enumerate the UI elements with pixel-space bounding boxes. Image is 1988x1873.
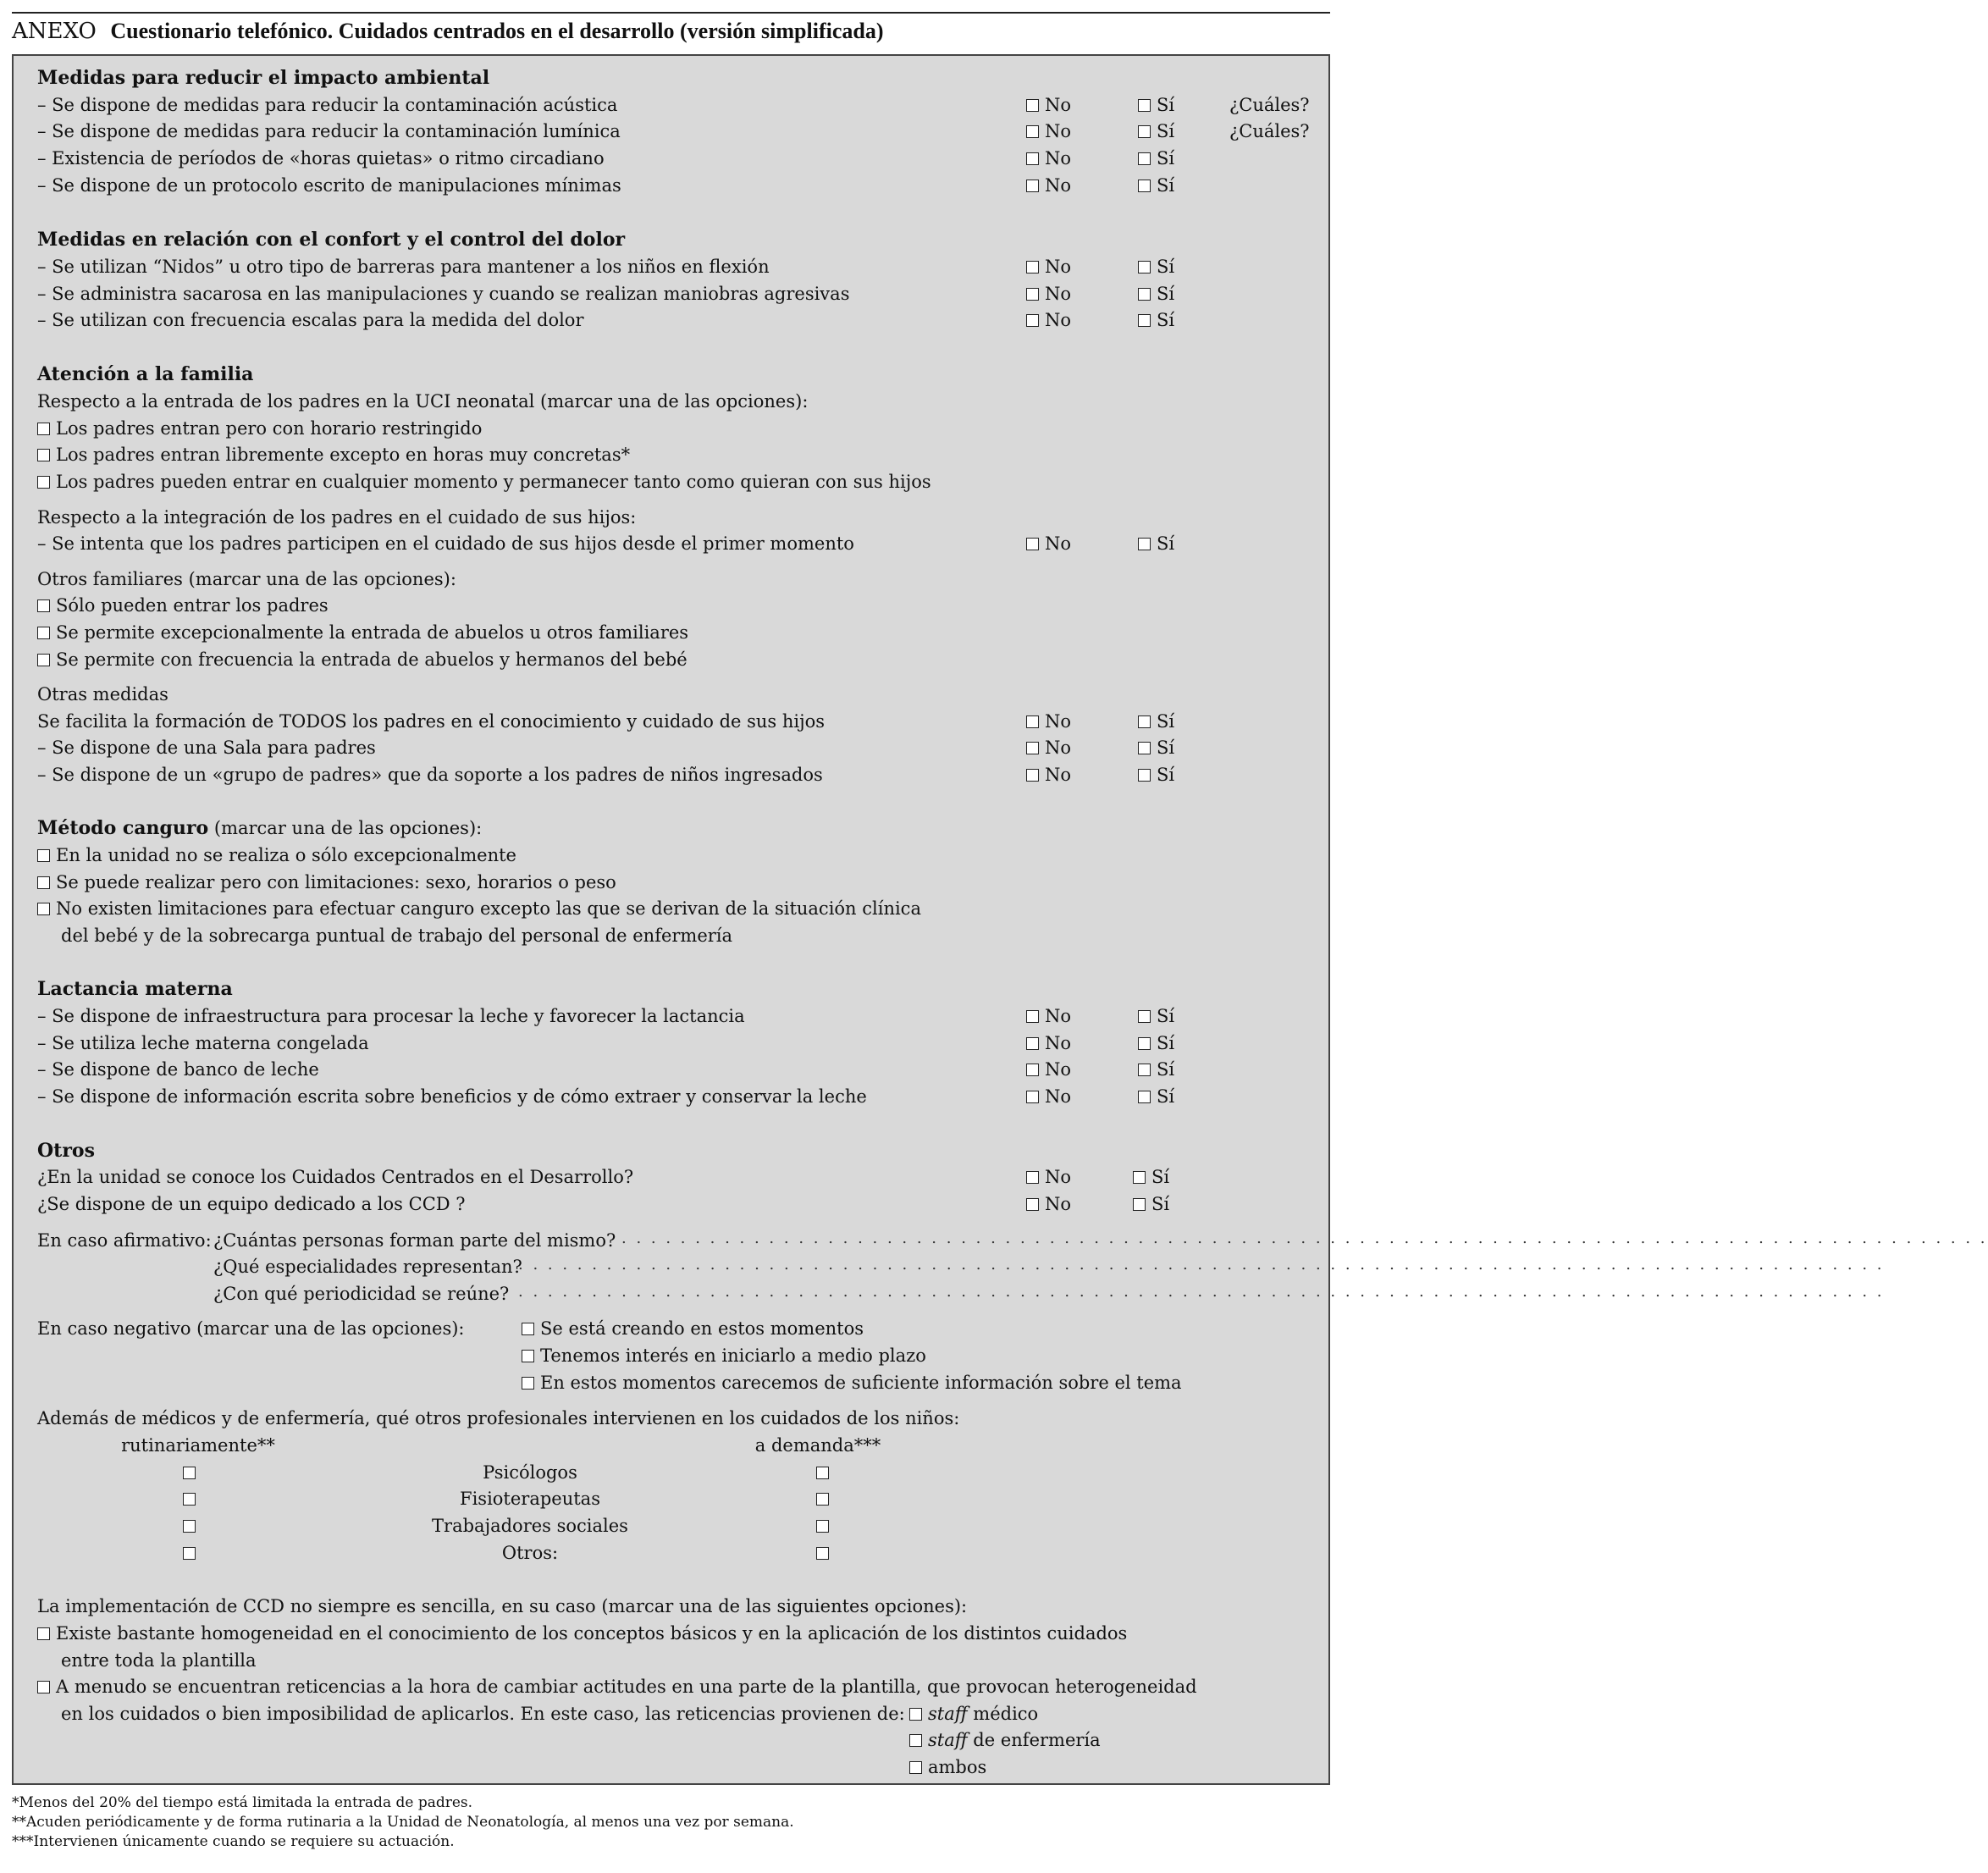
checkbox[interactable]	[37, 1681, 50, 1693]
option-item[interactable]: ambos	[909, 1756, 986, 1778]
si-label: Sí	[1151, 1167, 1170, 1187]
no-label: No	[1045, 1086, 1072, 1107]
question-item: – Se dispone de una Sala para padres	[37, 738, 376, 758]
no-checkbox[interactable]	[1026, 1058, 1071, 1080]
section-title-canguro: Método canguro (marcar una de las opciones):	[37, 817, 483, 839]
si-label: Sí	[1157, 148, 1175, 169]
question-item: ¿En la unidad se conoce los Cuidados Centrados en el Desarrollo?	[37, 1167, 634, 1187]
option-item[interactable]: Los padres entran libremente excepto en horas muy concretas*	[37, 444, 630, 466]
checkbox[interactable]	[522, 1323, 534, 1335]
checkbox[interactable]	[37, 599, 50, 612]
si-checkbox[interactable]	[1138, 283, 1174, 305]
checkbox[interactable]	[37, 654, 50, 666]
afirmativo-label: En caso afirmativo:	[37, 1230, 212, 1251]
si-checkbox[interactable]	[1138, 120, 1174, 142]
checkbox[interactable]	[522, 1350, 534, 1362]
option-item[interactable]: Existe bastante homogeneidad en el conocimiento de los conceptos básicos y en la aplicación de los distintos cuidados	[37, 1622, 1127, 1644]
no-checkbox[interactable]	[1026, 710, 1071, 732]
si-checkbox[interactable]	[1138, 710, 1174, 732]
professional-label: Fisioterapeutas	[460, 1489, 600, 1509]
no-label: No	[1045, 765, 1072, 785]
no-checkbox[interactable]	[1026, 147, 1071, 169]
si-checkbox[interactable]	[1138, 1086, 1174, 1108]
no-label: No	[1045, 1167, 1072, 1187]
checkbox-rutina[interactable]	[183, 1515, 196, 1537]
checkbox-rutina[interactable]	[183, 1542, 196, 1564]
si-label: Sí	[1157, 257, 1175, 277]
si-label: Sí	[1157, 1059, 1175, 1080]
si-label: Sí	[1157, 121, 1175, 141]
checkbox[interactable]	[1026, 1010, 1039, 1023]
checkbox[interactable]	[37, 849, 50, 862]
checkbox[interactable]	[1026, 99, 1039, 112]
checkbox[interactable]	[1026, 180, 1039, 192]
no-label: No	[1045, 257, 1072, 277]
no-checkbox[interactable]	[1026, 533, 1071, 555]
si-label: Sí	[1157, 1006, 1175, 1026]
checkbox[interactable]	[1138, 152, 1151, 165]
option-continuation: en los cuidados o bien imposibilidad de aplicarlos. En este caso, las reticencias provienen de:	[61, 1704, 905, 1724]
option-item[interactable]: Se puede realizar pero con limitaciones: sexo, horarios o peso	[37, 871, 616, 893]
no-checkbox[interactable]	[1026, 1166, 1071, 1188]
checkbox[interactable]	[1138, 180, 1151, 192]
section-title-lactancia: Lactancia materna	[37, 978, 233, 1000]
checkbox[interactable]	[1138, 99, 1151, 112]
no-label: No	[1045, 284, 1072, 304]
column-header-demanda: a demanda***	[754, 1435, 881, 1456]
no-label: No	[1045, 148, 1072, 169]
checkbox[interactable]	[1026, 152, 1039, 165]
question-item: Se facilita la formación de TODOS los padres en el conocimiento y cuidado de sus hijos	[37, 711, 826, 732]
checkbox[interactable]	[1133, 1171, 1146, 1184]
checkbox[interactable]	[1138, 314, 1151, 327]
checkbox[interactable]	[1138, 742, 1151, 754]
column-header-rutina: rutinariamente**	[121, 1435, 275, 1456]
no-label: No	[1045, 1033, 1072, 1053]
question-item: – Se utiliza leche materna congelada	[37, 1033, 369, 1053]
answer-field[interactable]: . . . . . . . . . . . . . . . . . . . . . . . . . . . . . . . . . . . . . . . . . . . . . . . . . . . . . . . . . . . . . . . . . . . . . . . . . . . . . . . . . . . . . . . . . . . . .	[621, 1229, 1988, 1247]
checkbox-demanda[interactable]	[816, 1461, 829, 1483]
footnote: *Menos del 20% del tiempo está limitada la entrada de padres.	[12, 1794, 473, 1811]
option-item[interactable]: No existen limitaciones para efectuar canguro excepto las que se derivan de la situación clínica	[37, 898, 921, 920]
si-label: Sí	[1157, 175, 1175, 196]
option-continuation: del bebé y de la sobrecarga puntual de trabajo del personal de enfermería	[61, 925, 733, 946]
question-item: – Se dispone de medidas para reducir la contaminación lumínica	[37, 121, 621, 141]
checkbox[interactable]	[1026, 314, 1039, 327]
no-label: No	[1045, 175, 1072, 196]
si-checkbox[interactable]	[1133, 1193, 1169, 1215]
no-label: No	[1045, 1059, 1072, 1080]
section-title-familia: Atención a la familia	[37, 363, 254, 385]
questionnaire-panel	[12, 54, 1988, 1785]
question-text: Respecto a la entrada de los padres en la UCI neonatal (marcar una de las opciones):	[37, 391, 809, 412]
checkbox[interactable]	[1026, 1064, 1039, 1076]
option-item[interactable]: Tenemos interés en iniciarlo a medio plazo	[522, 1345, 926, 1367]
footnote: **Acuden periódicamente y de forma rutinaria a la Unidad de Neonatología, al menos una vez por semana.	[12, 1814, 794, 1831]
si-checkbox[interactable]	[1138, 1058, 1174, 1080]
checkbox[interactable]	[1133, 1198, 1146, 1211]
option-item[interactable]: Los padres pueden entrar en cualquier momento y permanecer tanto como quieran con sus hijos	[37, 471, 931, 493]
question-text: Respecto a la integración de los padres en el cuidado de sus hijos:	[37, 507, 637, 528]
checkbox-demanda[interactable]	[816, 1515, 829, 1537]
checkbox[interactable]	[37, 627, 50, 639]
option-item[interactable]: Sólo pueden entrar los padres	[37, 594, 329, 616]
question-item: – Se dispone de un «grupo de padres» que da soporte a los padres de niños ingresados	[37, 765, 823, 785]
section-title-confort: Medidas en relación con el confort y el control del dolor	[37, 229, 626, 251]
checkbox[interactable]	[37, 876, 50, 889]
si-label: Sí	[1157, 738, 1175, 758]
implementation-question: La implementación de CCD no siempre es sencilla, en su caso (marcar una de las siguientes opciones):	[37, 1596, 968, 1616]
option-item[interactable]: Se permite excepcionalmente la entrada de abuelos u otros familiares	[37, 622, 688, 644]
option-item[interactable]: Los padres entran pero con horario restringido	[37, 417, 482, 439]
checkbox[interactable]	[909, 1708, 922, 1721]
option-item[interactable]: Se permite con frecuencia la entrada de abuelos y hermanos del bebé	[37, 649, 688, 671]
option-item[interactable]: staff médico	[909, 1703, 1038, 1725]
no-label: No	[1045, 1006, 1072, 1026]
question-item: – Se dispone de un protocolo escrito de manipulaciones mínimas	[37, 175, 621, 196]
no-checkbox[interactable]	[1026, 94, 1071, 116]
si-label: Sí	[1157, 284, 1175, 304]
checkbox[interactable]	[1026, 715, 1039, 728]
no-label: No	[1045, 738, 1072, 758]
question-item: ¿Se dispone de un equipo dedicado a los CCD ?	[37, 1194, 466, 1214]
cuales-label: ¿Cuáles?	[1229, 121, 1310, 141]
checkbox[interactable]	[909, 1761, 922, 1774]
afirmativo-question: ¿Con qué periodicidad se reúne?	[213, 1284, 510, 1304]
question-item: – Se administra sacarosa en las manipulaciones y cuando se realizan maniobras agresivas	[37, 284, 850, 304]
checkbox[interactable]	[1026, 288, 1039, 301]
checkbox[interactable]	[37, 423, 50, 435]
no-checkbox[interactable]	[1026, 1032, 1071, 1054]
si-checkbox[interactable]	[1138, 1032, 1174, 1054]
checkbox[interactable]	[1026, 742, 1039, 754]
question-item: – Se dispone de información escrita sobre beneficios y de cómo extraer y conservar la leche	[37, 1086, 867, 1107]
no-label: No	[1045, 711, 1072, 732]
checkbox[interactable]	[1138, 1010, 1151, 1023]
si-checkbox[interactable]	[1138, 764, 1174, 786]
option-continuation: entre toda la plantilla	[61, 1650, 257, 1671]
option-item[interactable]: En estos momentos carecemos de suficiente información sobre el tema	[522, 1372, 1182, 1394]
answer-field[interactable]: . . . . . . . . . . . . . . . . . . . . . . . . . . . . . . . . . . . . . . . . . . . . . . . . . . . . . . . . . . . . . . . . . . . . . . . . . . . . . . . . . . . . . . . . . . . . .	[518, 1283, 1885, 1301]
checkbox-demanda[interactable]	[816, 1488, 829, 1510]
no-label: No	[1045, 310, 1072, 330]
no-label: No	[1045, 95, 1072, 115]
no-checkbox[interactable]	[1026, 1005, 1071, 1027]
checkbox[interactable]	[1026, 538, 1039, 550]
answer-field[interactable]: . . . . . . . . . . . . . . . . . . . . . . . . . . . . . . . . . . . . . . . . . . . . . . . . . . . . . . . . . . . . . . . . . . . . . . . . . . . . . . . . . . . . . . . . . . . . .	[518, 1256, 1885, 1274]
page-title	[12, 19, 884, 44]
checkbox[interactable]	[37, 903, 50, 915]
cuales-label: ¿Cuáles?	[1229, 95, 1310, 115]
checkbox-rutina[interactable]	[183, 1461, 196, 1483]
professional-label: Psicólogos	[483, 1462, 577, 1483]
question-item: – Se dispone de banco de leche	[37, 1059, 319, 1080]
professional-label: Otros:	[501, 1543, 559, 1563]
option-item[interactable]: staff de enfermería	[909, 1729, 1101, 1751]
checkbox[interactable]	[1026, 1171, 1039, 1184]
no-checkbox[interactable]	[1026, 309, 1071, 331]
afirmativo-question: ¿Cuántas personas forman parte del mismo?	[213, 1230, 616, 1251]
si-checkbox[interactable]	[1138, 309, 1174, 331]
no-label: No	[1045, 1194, 1072, 1214]
afirmativo-question: ¿Qué especialidades representan?	[213, 1257, 522, 1277]
checkbox[interactable]	[1138, 125, 1151, 138]
option-item[interactable]: A menudo se encuentran reticencias a la hora de cambiar actitudes en una parte de la plantilla, que provocan heterogeneidad	[37, 1676, 1197, 1698]
si-checkbox[interactable]	[1138, 737, 1174, 759]
no-checkbox[interactable]	[1026, 764, 1071, 786]
subsection-title: Otras medidas	[37, 684, 168, 704]
option-item[interactable]: Se está creando en estos momentos	[522, 1318, 864, 1340]
title-text: Cuestionario telefónico. Cuidados centrados en el desarrollo (versión simplificada)	[110, 19, 884, 43]
professional-label: Trabajadores sociales	[432, 1516, 628, 1536]
si-checkbox[interactable]	[1138, 1005, 1174, 1027]
checkbox[interactable]	[1138, 288, 1151, 301]
checkbox[interactable]	[1138, 769, 1151, 782]
no-label: No	[1045, 121, 1072, 141]
section-title-ambiental: Medidas para reducir el impacto ambiental	[37, 67, 490, 89]
no-checkbox[interactable]	[1026, 737, 1071, 759]
checkbox[interactable]	[1138, 261, 1151, 273]
checkbox[interactable]	[1026, 1037, 1039, 1050]
si-label: Sí	[1157, 95, 1175, 115]
si-checkbox[interactable]	[1138, 533, 1174, 555]
checkbox[interactable]	[1138, 1091, 1151, 1103]
checkbox[interactable]	[1138, 538, 1151, 550]
no-checkbox[interactable]	[1026, 283, 1071, 305]
question-item: – Existencia de períodos de «horas quietas» o ritmo circadiano	[37, 148, 605, 169]
si-checkbox[interactable]	[1138, 147, 1174, 169]
si-label: Sí	[1157, 1086, 1175, 1107]
si-checkbox[interactable]	[1138, 174, 1174, 196]
checkbox-rutina[interactable]	[183, 1488, 196, 1510]
question-item: – Se dispone de medidas para reducir la contaminación acústica	[37, 95, 618, 115]
si-checkbox[interactable]	[1138, 94, 1174, 116]
title-label: ANEXO	[12, 19, 97, 44]
checkbox[interactable]	[1026, 261, 1039, 273]
negativo-label: En caso negativo (marcar una de las opciones):	[37, 1318, 465, 1339]
checkbox-demanda[interactable]	[816, 1542, 829, 1564]
si-label: Sí	[1157, 533, 1175, 554]
si-label: Sí	[1157, 1033, 1175, 1053]
option-item[interactable]: En la unidad no se realiza o sólo excepcionalmente	[37, 844, 516, 866]
checkbox[interactable]	[1026, 769, 1039, 782]
checkbox[interactable]	[1138, 1037, 1151, 1050]
no-checkbox[interactable]	[1026, 120, 1071, 142]
no-checkbox[interactable]	[1026, 256, 1071, 278]
checkbox[interactable]	[1138, 1064, 1151, 1076]
checkbox[interactable]	[37, 449, 50, 461]
question-item: – Se dispone de infraestructura para procesar la leche y favorecer la lactancia	[37, 1006, 745, 1026]
no-checkbox[interactable]	[1026, 1193, 1071, 1215]
checkbox[interactable]	[1026, 125, 1039, 138]
no-label: No	[1045, 533, 1072, 554]
checkbox[interactable]	[37, 476, 50, 489]
checkbox[interactable]	[909, 1734, 922, 1747]
si-label: Sí	[1157, 310, 1175, 330]
top-rule	[12, 12, 1330, 14]
checkbox[interactable]	[522, 1377, 534, 1390]
si-checkbox[interactable]	[1138, 256, 1174, 278]
question-text: Otros familiares (marcar una de las opciones):	[37, 569, 456, 589]
section-title-otros: Otros	[37, 1140, 95, 1162]
professionals-question: Además de médicos y de enfermería, qué otros profesionales intervienen en los cuidados de los niños:	[37, 1408, 960, 1428]
si-checkbox[interactable]	[1133, 1166, 1169, 1188]
question-item: – Se utilizan con frecuencia escalas para la medida del dolor	[37, 310, 584, 330]
si-label: Sí	[1157, 765, 1175, 785]
question-item: – Se intenta que los padres participen en el cuidado de sus hijos desde el primer momento	[37, 533, 854, 554]
checkbox[interactable]	[1138, 715, 1151, 728]
footnote: ***Intervienen únicamente cuando se requiere su actuación.	[12, 1833, 455, 1850]
checkbox[interactable]	[1026, 1198, 1039, 1211]
no-checkbox[interactable]	[1026, 1086, 1071, 1108]
si-label: Sí	[1157, 711, 1175, 732]
checkbox[interactable]	[37, 1627, 50, 1640]
si-label: Sí	[1151, 1194, 1170, 1214]
checkbox[interactable]	[1026, 1091, 1039, 1103]
no-checkbox[interactable]	[1026, 174, 1071, 196]
question-item: – Se utilizan “Nidos” u otro tipo de barreras para mantener a los niños en flexión	[37, 257, 770, 277]
